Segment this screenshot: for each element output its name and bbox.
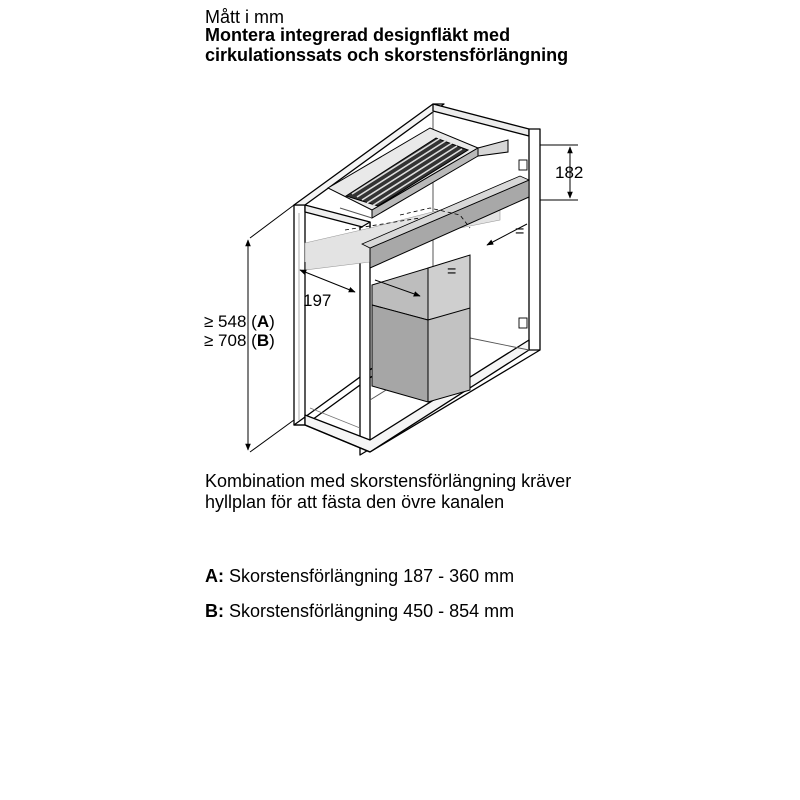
hinge-lower (519, 318, 527, 328)
legend-b (205, 600, 514, 622)
legend-a-text: Skorstensförlängning 187 - 360 mm (229, 566, 515, 586)
note-line-2: hyllplan för att fästa den övre kanalen (205, 492, 505, 512)
legend-a (205, 565, 514, 587)
legend-b-key: B: (205, 601, 224, 621)
height-label-b: ≥ 708 (B) (204, 331, 275, 350)
note-line-1: Kombination med skorstensförlängning kräver (205, 471, 572, 491)
equal-mark-left: = (447, 263, 457, 280)
title-line-2: cirkulationssats och skorstensförlängning (205, 45, 569, 65)
units-label: Mått i mm (205, 7, 284, 27)
dimension-197-label: 197 (303, 291, 332, 310)
hinge-upper (519, 160, 527, 170)
legend-b-text: Skorstensförlängning 450 - 854 mm (229, 601, 515, 621)
dimension-182-label: 182 (555, 163, 584, 182)
legend-a-key: A: (205, 566, 224, 586)
equal-mark-right: = (515, 223, 525, 240)
height-label-a: ≥ 548 (A) (204, 312, 275, 331)
title-line-1: Montera integrerad designfläkt med (205, 25, 511, 45)
